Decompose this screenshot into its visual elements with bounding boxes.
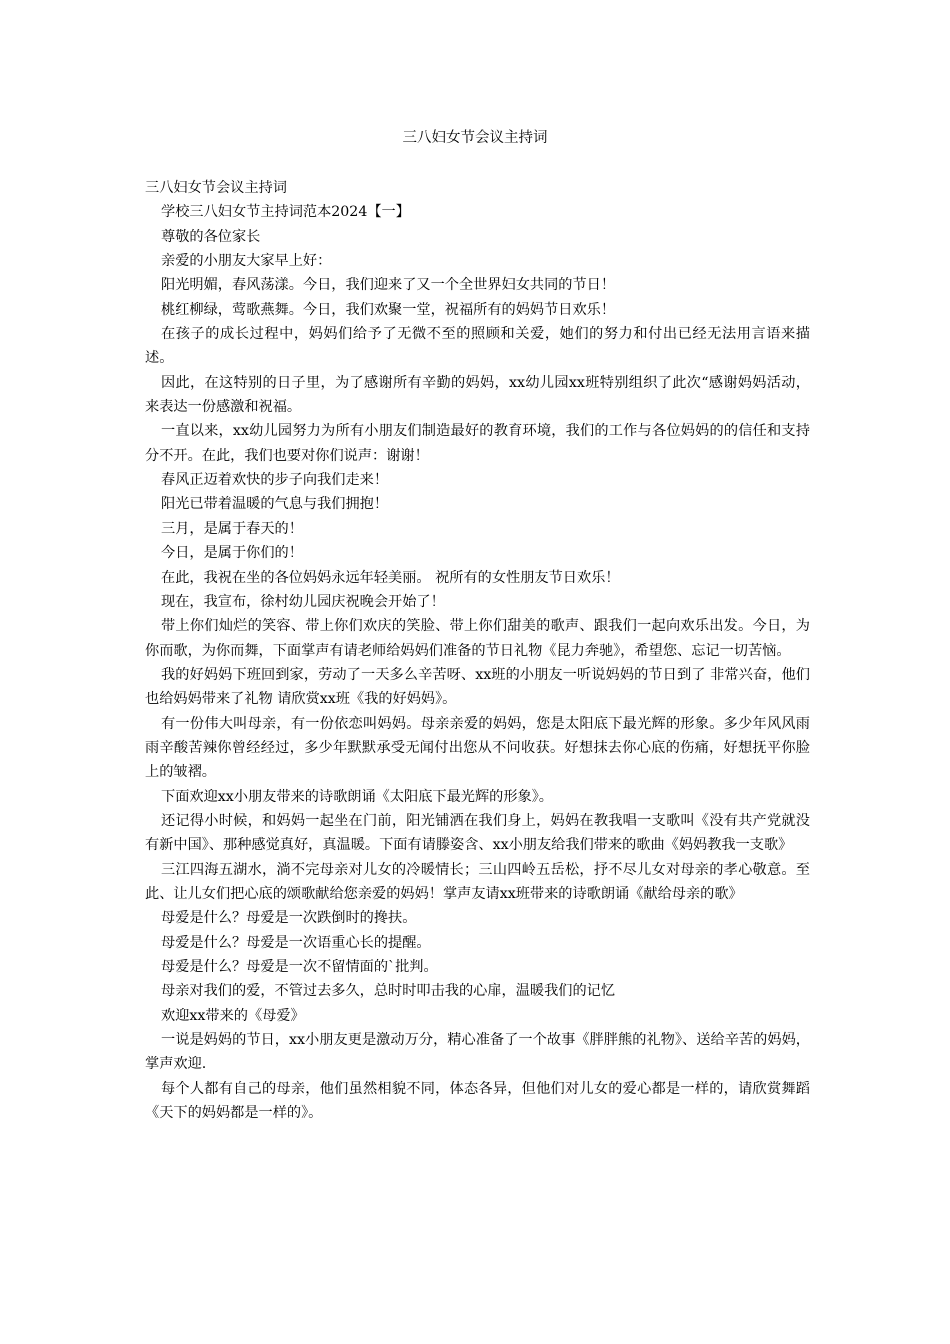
body-paragraph: 还记得小时候，和妈妈一起坐在门前，阳光铺洒在我们身上，妈妈在教我唱一支歌叫《没有共产党就没有新中国》、那种感觉真好，真温暖。下面有请滕姿含、xx小朋友给我们带来的歌曲《妈妈教我一支歌》 [145, 812, 810, 854]
page-title: 三八妇女节会议主持词 [402, 130, 548, 146]
body-paragraph: 春风正迈着欢快的步子向我们走来！ [161, 472, 389, 489]
body-paragraph: 阳光已带着温暖的气息与我们拥抱！ [161, 496, 389, 513]
body-paragraph: 带上你们灿烂的笑容、带上你们欢庆的笑脸、带上你们甜美的歌声、跟我们一起向欢乐出发。今日，为你而歌，为你而舞，下面掌声有请老师给妈妈们准备的节日礼物《昆力奔驰》，希望您、忘记一切苦恼。 [145, 618, 810, 659]
body-paragraph: 母爱是什么？母爱是一次不留情面的`批判。 [161, 959, 438, 975]
body-paragraph: 今日，是属于你们的！ [161, 545, 303, 562]
body-heading: 三八妇女节会议主持词 [145, 180, 287, 196]
body-paragraph: 三江四海五湖水，淌不完母亲对儿女的冷暖情长；三山四岭五岳松，抒不尽儿女对母亲的孝心敬意。至此、让儿女们把心底的颂歌献给您亲爱的妈妈！掌声友请xx班带来的诗歌朗诵《献给母亲的歌》 [145, 861, 810, 902]
body-paragraph: 有一份伟大叫母亲，有一份依恋叫妈妈。母亲亲爱的妈妈，您是太阳底下最光辉的形象。多少年风风雨雨辛酸苦辣你曾经经过，多少年默默承受无闻付出您从不问收获。好想抹去你心底的伤痛，好想抚平你脸上的皱褶。 [145, 715, 810, 781]
body-paragraph: 亲爱的小朋友大家早上好： [161, 253, 332, 270]
body-paragraph: 现在，我宣布，徐村幼儿园庆祝晚会开始了！ [161, 593, 445, 610]
body-paragraph: 在孩子的成长过程中，妈妈们给予了无微不至的照顾和关爱，她们的努力和付出已经无法用言语来描述。 [145, 326, 810, 367]
body-paragraph: 因此，在这特别的日子里，为了感谢所有辛勤的妈妈，xx幼儿园xx班特别组织了此次“感谢妈妈活动，来表达一份感激和祝福。 [145, 374, 810, 416]
body-paragraph: 母亲对我们的爱，不管过去多久，总时时叩击我的心扉，温暖我们的记忆 [161, 983, 616, 1000]
document-body [145, 176, 810, 1125]
body-paragraph: 桃红柳绿，莺歌燕舞。今日，我们欢聚一堂，祝福所有的妈妈节日欢乐！ [161, 301, 616, 318]
body-paragraph: 每个人都有自己的母亲，他们虽然相貌不同，体态各异，但他们对儿女的爱心都是一样的，请欣赏舞蹈《天下的妈妈都是一样的》。 [145, 1080, 810, 1122]
body-paragraph: 一说是妈妈的节日，xx小朋友更是激动万分，精心准备了一个故事《胖胖熊的礼物》、送给辛苦的妈妈，掌声欢迎. [145, 1032, 810, 1073]
body-paragraph: 下面欢迎xx小朋友带来的诗歌朗诵《太阳底下最光辉的形象》。 [161, 788, 553, 805]
body-paragraph: 我的好妈妈下班回到家，劳动了一天多么辛苦呀、xx班的小朋友一听说妈妈的节日到了 非常兴奋，他们也给妈妈带来了礼物 请欣赏xx班《我的好妈妈》。 [145, 666, 810, 708]
body-paragraph: 欢迎xx带来的《母爱》 [161, 1007, 305, 1024]
body-paragraph: 母爱是什么？母爱是一次语重心长的提醒。 [161, 934, 431, 951]
body-paragraph: 学校三八妇女节主持词范本2024【一】 [161, 204, 410, 221]
body-paragraph: 阳光明媚，春风荡漾。今日，我们迎来了又一个全世界妇女共同的节日！ [161, 277, 616, 294]
body-paragraph: 一直以来，xx幼儿园努力为所有小朋友们制造最好的教育环境，我们的工作与各位妈妈的的信任和支持分不开。在此，我们也要对你们说声：谢谢！ [145, 423, 810, 464]
body-paragraph: 尊敬的各位家长 [161, 228, 261, 245]
body-paragraph: 三月，是属于春天的！ [161, 520, 303, 537]
body-paragraph: 母爱是什么？母爱是一次跌倒时的搀扶。 [161, 910, 417, 927]
body-paragraph: 在此，我祝在坐的各位妈妈永远年轻美丽。 祝所有的女性朋友节日欢乐！ [161, 569, 620, 586]
